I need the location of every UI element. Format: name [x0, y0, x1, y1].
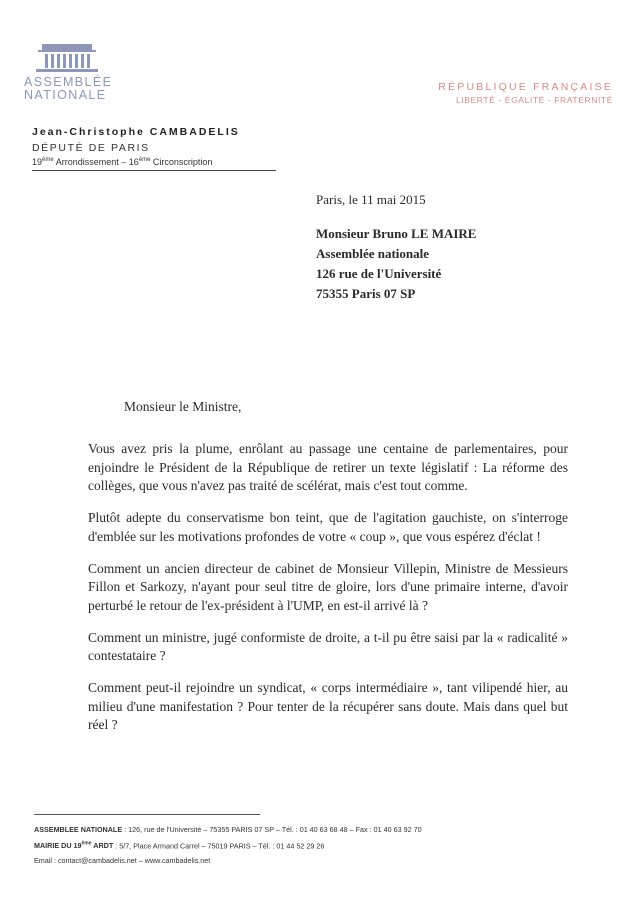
footer-line-contact: Email : contact@cambadelis.net – www.cambadelis.net — [34, 856, 211, 866]
addressee-line: 75355 Paris 07 SP — [316, 286, 416, 301]
footer-mairie-superscript: ème — [81, 841, 92, 847]
addressee-line: Assemblée nationale — [316, 246, 430, 261]
footer-mairie-label-a: MAIRIE DU 19 — [34, 841, 82, 851]
parliament-building-icon — [32, 44, 102, 74]
republique-francaise-header — [438, 81, 613, 107]
deputy-district — [32, 157, 276, 171]
logo-line-2: NATIONALE — [24, 88, 107, 102]
body-paragraph: Comment un ancien directeur de cabinet de Monsieur Villepin, Ministre de Messieurs Fillon et Sarkozy, n'ayant pour seul titre de gloire, lors d'une primaire interne, d'avoir perturbé le retour de l'ex-président à l'UMP, en est-il arrivé là ? — [88, 560, 568, 613]
addressee-line: Monsieur Bruno LE MAIRE — [316, 226, 477, 241]
footer-mairie-address: : 5/7, Place Armand Carrel – 75019 PARIS – Tél. : 01 44 52 29 26 — [113, 841, 325, 851]
district-number: 19 — [32, 157, 43, 167]
letter-body — [88, 440, 568, 748]
footer-divider — [34, 814, 260, 815]
deputy-block — [32, 126, 276, 171]
assemblee-nationale-logo — [24, 44, 124, 102]
letter-date: Paris, le 11 mai 2015 — [316, 192, 426, 207]
body-paragraph: Comment un ministre, jugé conformiste de droite, a t-il pu être saisi par la « radicalité » contestataire ? — [88, 629, 568, 663]
district-label: Arrondissement – 16 — [53, 157, 139, 167]
footer-assemblee-label: ASSEMBLEE NATIONALE — [34, 825, 123, 834]
footer-line-assemblee — [34, 822, 422, 837]
footer-assemblee-address: : 126, rue de l'Université – 75355 PARIS 07 SP – Tél. : 01 40 63 68 48 – Fax : 01 40 63 92 70 — [122, 825, 422, 834]
body-paragraph: Vous avez pris la plume, enrôlant au passage une centaine de parlementaires, pour enjoindre le Président de la République de retirer un texte législatif : La réforme des collèges, que vous n'avez pas traité de scélérat, mais c'est tout comme. — [88, 441, 568, 493]
addressee-line: 126 rue de l'Université — [316, 266, 442, 281]
body-paragraph: Comment peut-il rejoindre un syndicat, « corps intermédiaire », tant vilipendé hier, au milieu d'une manifestation ? Pour tenter de la récupérer sans doute. Mais dans quel but réel ? — [88, 680, 568, 732]
footer-line-mairie — [34, 837, 422, 853]
salutation: Monsieur le Ministre, — [124, 399, 242, 414]
addressee-block — [316, 224, 476, 304]
deputy-title: DÉPUTÉ DE PARIS — [32, 142, 150, 154]
logo-line-1: ASSEMBLÉE — [24, 75, 113, 89]
circ-superscript: ème — [138, 157, 151, 163]
body-paragraph: Plutôt adepte du conservatisme bon teint, que de l'agitation gauchiste, on s'interroge d'emblée sur les motivations profondes de votre « coup », que vous espérez d'éclat ! — [88, 510, 568, 544]
footer-mairie-label-b: ARDT — [91, 841, 114, 851]
district-superscript: ème — [42, 157, 54, 163]
deputy-name: Jean-Christophe CAMBADELIS — [32, 126, 240, 138]
republic-title: RÉPUBLIQUE FRANÇAISE — [438, 81, 613, 93]
footer-mairie-label — [34, 841, 113, 850]
republic-motto: LIBERTÉ - ÉGALITÉ - FRATERNITÉ — [455, 95, 613, 105]
circ-label: Circonscription — [150, 157, 213, 167]
footer — [34, 822, 422, 868]
